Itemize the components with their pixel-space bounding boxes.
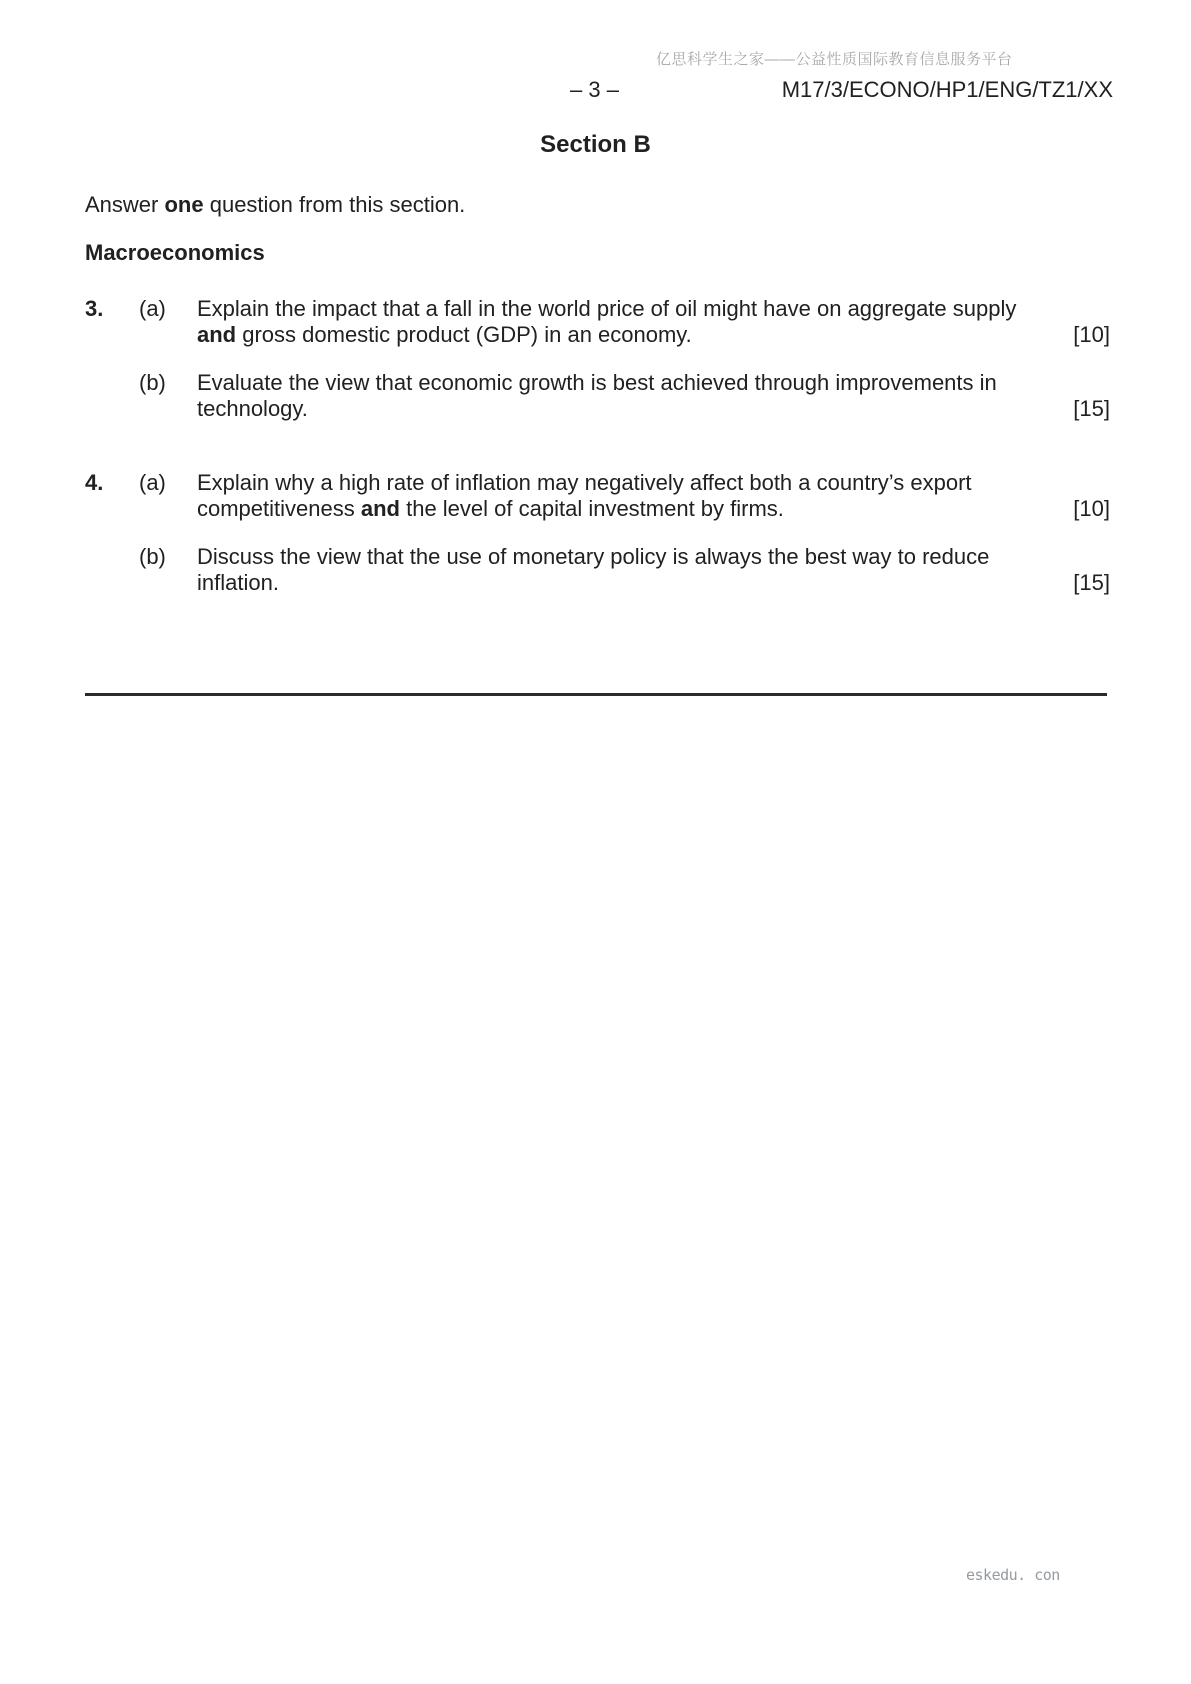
part-label: (b) bbox=[139, 544, 166, 569]
part-label: (a) bbox=[139, 470, 166, 495]
part-marks: [10] bbox=[1073, 496, 1110, 521]
part-text-post: gross domestic product (GDP) in an economy. bbox=[236, 322, 692, 347]
question-3 bbox=[85, 296, 1110, 422]
part-text-post: the level of capital investment by firms. bbox=[399, 496, 784, 521]
section-title: Section B bbox=[540, 131, 651, 158]
footer-watermark: eskedu. con bbox=[966, 1566, 1060, 1584]
divider-line bbox=[85, 693, 1107, 696]
question-body bbox=[139, 296, 1110, 422]
paper-code: M17/3/ECONO/HP1/ENG/TZ1/XX bbox=[781, 77, 1113, 102]
question-3-part-a bbox=[139, 296, 1110, 348]
instruction-text-bold: one bbox=[164, 192, 204, 217]
section-instruction bbox=[85, 192, 465, 218]
part-text-bold: and bbox=[197, 322, 237, 347]
question-4 bbox=[85, 470, 1110, 596]
part-text-pre: Discuss the view that the use of monetary policy is always the best way to reduce inflation. bbox=[197, 544, 990, 595]
part-marks: [15] bbox=[1073, 396, 1110, 421]
page-number: – 3 – bbox=[570, 77, 619, 102]
part-label: (a) bbox=[139, 296, 166, 321]
part-marks: [10] bbox=[1073, 322, 1110, 347]
part-text bbox=[197, 370, 1027, 422]
part-text bbox=[197, 470, 1027, 522]
part-text-pre: Explain why a high rate of inflation may negatively affect both a country’s export competitiveness bbox=[197, 470, 972, 521]
part-marks: [15] bbox=[1073, 570, 1110, 595]
question-3-part-b bbox=[139, 370, 1110, 422]
part-text-bold: and bbox=[360, 496, 400, 521]
instruction-text-pre: Answer bbox=[85, 192, 165, 217]
question-number: 3. bbox=[85, 296, 104, 321]
topic-heading: Macroeconomics bbox=[85, 240, 265, 265]
site-watermark-text: 亿思科学生之家——公益性质国际教育信息服务平台 bbox=[656, 51, 1013, 68]
part-text-pre: Evaluate the view that economic growth is best achieved through improvements in technology. bbox=[197, 370, 997, 421]
instruction-text-post: question from this section. bbox=[203, 192, 466, 217]
question-4-part-a bbox=[139, 470, 1110, 522]
part-label: (b) bbox=[139, 370, 166, 395]
part-text-pre: Explain the impact that a fall in the world price of oil might have on aggregate supply bbox=[197, 296, 1017, 321]
question-4-part-b bbox=[139, 544, 1110, 596]
question-number: 4. bbox=[85, 470, 104, 495]
part-text bbox=[197, 544, 1027, 596]
question-body bbox=[139, 470, 1110, 596]
part-text bbox=[197, 296, 1027, 348]
